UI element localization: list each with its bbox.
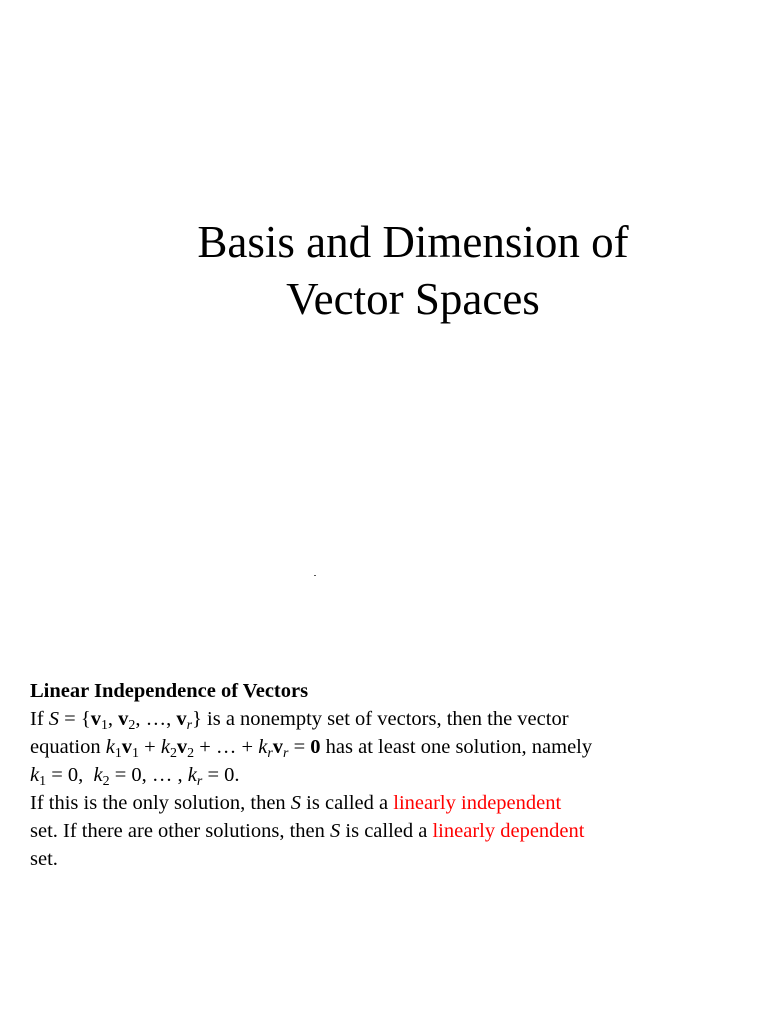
definition-block <box>30 677 740 873</box>
definition-line-4: If this is the only solution, then S is called a linearly independent <box>30 792 562 814</box>
definition-line-6: set. <box>30 848 58 870</box>
definition-line-1: If $S = \{v_1$, $v_2$, …, $v_r$} is a nonempty set of vectors, then the vector <box>30 708 569 734</box>
definition-line-3: $k_1 = 0$, $k_2 = 0$, … , $k_r = 0$. <box>30 764 240 790</box>
slide-title <box>0 214 768 328</box>
stray-dot <box>314 575 316 576</box>
term-linearly-independent: linearly independent <box>393 792 562 814</box>
section-heading: Linear Independence of Vectors <box>30 680 309 702</box>
definition-line-2: equation $k_1v_1 + k_2v_2$ + … + $k_rv_r = 0$ has at least one solution, namely <box>30 736 593 762</box>
slide-title-line-2: Vector Spaces <box>286 274 540 324</box>
definition-line-5: set. If there are other solutions, then S is called a linearly dependent <box>30 820 585 842</box>
term-linearly-dependent: linearly dependent <box>432 820 585 842</box>
slide-title-line-1: Basis and Dimension of <box>197 217 629 267</box>
